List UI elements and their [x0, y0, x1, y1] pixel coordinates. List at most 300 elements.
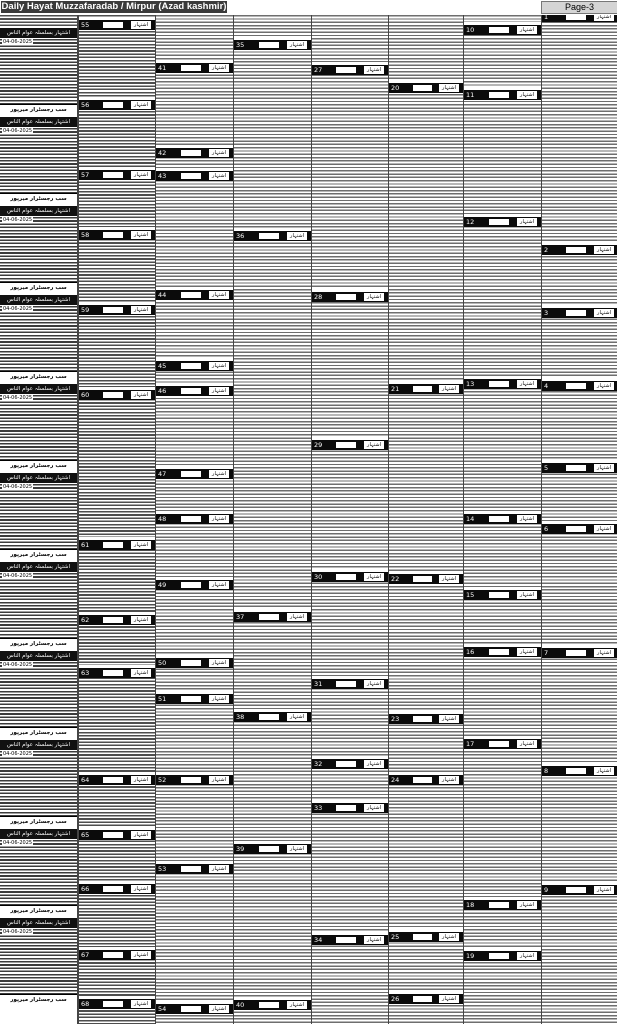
ad-title-box — [336, 761, 356, 767]
ad-label: اشتہار — [209, 695, 229, 703]
ad-header-bar — [79, 230, 155, 240]
ad-label: اشتہار — [287, 232, 307, 240]
ad-number: 35 — [236, 41, 245, 49]
ad-header-bar — [79, 305, 155, 315]
ad-header-bar — [464, 90, 541, 100]
ad-title-box — [259, 614, 279, 620]
text-lines — [389, 15, 463, 1024]
ad-number: 55 — [81, 21, 90, 29]
ad-label: اشتہار — [594, 464, 614, 472]
ad-label: اشتہار — [517, 591, 537, 599]
ad-title-box — [181, 866, 201, 872]
ad-title-box — [181, 65, 201, 71]
ad-header-bar — [156, 63, 233, 73]
ad-label: اشتہار — [131, 101, 151, 109]
ad-label: اشتہار — [209, 291, 229, 299]
ad-title-box — [489, 219, 509, 225]
ad-number: 37 — [236, 613, 245, 621]
ad-label: اشتہار — [517, 218, 537, 226]
public-notice — [0, 473, 77, 560]
ad-title-box — [103, 1001, 123, 1007]
ad-number: 57 — [81, 171, 90, 179]
ad-label: اشتہار — [439, 776, 459, 784]
ad-number: 8 — [544, 767, 549, 775]
notice-date: 04-06-2025 — [3, 751, 33, 757]
ad-header-bar — [79, 668, 155, 678]
ad-label: اشتہار — [287, 1001, 307, 1009]
ad-number: 53 — [158, 865, 167, 873]
ad-title-box — [566, 247, 586, 253]
ad-title-box — [181, 363, 201, 369]
notice-date: 04-06-2025 — [3, 929, 33, 935]
ad-title-box — [566, 15, 586, 20]
notice-signature: سب رجسٹرار میرپور — [0, 282, 77, 293]
ad-header-bar — [156, 290, 233, 300]
ad-number: 4 — [544, 382, 549, 390]
ad-number: 13 — [466, 380, 475, 388]
page-header — [0, 0, 617, 14]
ad-header-bar — [156, 694, 233, 704]
ad-label: اشتہار — [287, 41, 307, 49]
ad-title-box — [413, 934, 432, 940]
ad-title-box — [181, 660, 201, 666]
ad-title-box — [489, 649, 509, 655]
ad-header-bar — [79, 100, 155, 110]
notice-body — [0, 217, 77, 282]
ad-number: 64 — [81, 776, 90, 784]
ad-header-bar — [234, 1000, 311, 1010]
ad-number: 61 — [81, 541, 90, 549]
public-notice — [0, 740, 77, 827]
ad-header-bar — [542, 524, 617, 534]
ad-header-bar — [464, 514, 541, 524]
notice-heading: اشتہار بسلسلہ عوام الناس — [0, 384, 77, 394]
ad-label: اشتہار — [209, 362, 229, 370]
notice-body — [0, 395, 77, 460]
ad-label: اشتہار — [364, 573, 384, 581]
notice-heading: اشتہار بسلسلہ عوام الناس — [0, 829, 77, 839]
notice-heading: اشتہار بسلسلہ عوام الناس — [0, 28, 77, 38]
notice-signature: سب رجسٹرار میرپور — [0, 460, 77, 471]
ad-number: 67 — [81, 951, 90, 959]
ad-title-box — [259, 1002, 279, 1008]
ad-number: 10 — [466, 26, 475, 34]
ad-number: 46 — [158, 387, 167, 395]
notice-body — [0, 306, 77, 371]
ad-header-bar — [79, 390, 155, 400]
ad-header-bar — [464, 217, 541, 227]
ad-title-box — [103, 392, 123, 398]
ad-title-box — [566, 768, 586, 774]
notice-date: 04-06-2025 — [3, 306, 33, 312]
ad-title-box — [181, 516, 201, 522]
ad-header-bar — [156, 171, 233, 181]
ad-label: اشتہار — [364, 680, 384, 688]
ad-header-bar — [79, 884, 155, 894]
ad-header-bar — [79, 20, 155, 30]
notice-body — [0, 751, 77, 816]
public-notice — [0, 918, 77, 1005]
ad-label: اشتہار — [209, 776, 229, 784]
ad-label: اشتہار — [131, 951, 151, 959]
ad-label: اشتہار — [209, 1005, 229, 1013]
ad-number: 5 — [544, 464, 549, 472]
notice-body — [0, 39, 77, 104]
notice-body — [0, 484, 77, 549]
ad-number: 1 — [544, 15, 549, 21]
ad-number: 40 — [236, 1001, 245, 1009]
newspaper-title: Daily Hayat Muzzafaradab / Mirpur (Azad kashmir) — [1, 1, 227, 12]
notice-heading: اشتہار بسلسلہ عوام الناس — [0, 651, 77, 661]
ad-title-box — [566, 310, 586, 316]
ad-title-box — [103, 22, 123, 28]
ad-column — [155, 15, 233, 1024]
public-notice — [0, 562, 77, 649]
ad-label: اشتہار — [594, 767, 614, 775]
notices-column — [0, 15, 78, 1024]
notice-heading: اشتہار بسلسلہ عوام الناس — [0, 117, 77, 127]
ad-header-bar — [156, 469, 233, 479]
ad-label: اشتہار — [364, 760, 384, 768]
ad-header-bar — [312, 679, 388, 689]
ad-label: اشتہار — [594, 649, 614, 657]
ad-label: اشتہار — [131, 541, 151, 549]
ad-number: 17 — [466, 740, 475, 748]
ad-title-box — [566, 650, 586, 656]
ad-number: 26 — [391, 995, 400, 1003]
ad-label: اشتہار — [517, 26, 537, 34]
ad-header-bar — [464, 25, 541, 35]
public-notice — [0, 117, 77, 204]
ad-title-box — [103, 670, 123, 676]
ad-header-bar — [156, 361, 233, 371]
ad-label: اشتہار — [594, 309, 614, 317]
ad-title-box — [181, 292, 201, 298]
ad-title-box — [259, 233, 279, 239]
public-notice — [0, 28, 77, 115]
notice-intro-lines — [0, 15, 77, 27]
ad-title-box — [413, 85, 432, 91]
ad-title-box — [103, 232, 123, 238]
ad-title-box — [336, 937, 356, 943]
ad-label: اشتہار — [364, 66, 384, 74]
ad-title-box — [566, 526, 586, 532]
public-notice — [0, 206, 77, 293]
notice-body — [0, 662, 77, 727]
notice-date: 04-06-2025 — [3, 39, 33, 45]
ad-title-box — [489, 381, 509, 387]
ad-label: اشتہار — [131, 885, 151, 893]
ad-title-box — [336, 681, 356, 687]
ad-label: اشتہار — [439, 995, 459, 1003]
ad-header-bar — [389, 775, 463, 785]
ad-header-bar — [312, 935, 388, 945]
ad-header-bar — [312, 440, 388, 450]
ad-title-box — [259, 42, 279, 48]
ad-label: اشتہار — [287, 713, 307, 721]
ad-label: اشتہار — [594, 525, 614, 533]
notice-body — [0, 929, 77, 994]
ad-title-box — [566, 465, 586, 471]
ad-number: 18 — [466, 901, 475, 909]
text-lines — [312, 15, 388, 1024]
ad-label: اشتہار — [209, 172, 229, 180]
ad-header-bar — [542, 648, 617, 658]
ad-label: اشتہار — [209, 149, 229, 157]
ad-label: اشتہار — [131, 171, 151, 179]
ad-number: 27 — [314, 66, 323, 74]
ad-title-box — [413, 386, 432, 392]
ad-label: اشتہار — [594, 382, 614, 390]
ad-number: 45 — [158, 362, 167, 370]
ad-header-bar — [542, 463, 617, 473]
notice-body — [0, 840, 77, 905]
ad-header-bar — [79, 999, 155, 1009]
ad-header-bar — [464, 647, 541, 657]
notice-date: 04-06-2025 — [3, 128, 33, 134]
ad-label: اشتہار — [364, 936, 384, 944]
ad-title-box — [259, 714, 279, 720]
ad-header-bar — [464, 951, 541, 961]
ad-header-bar — [79, 615, 155, 625]
ad-label: اشتہار — [439, 575, 459, 583]
ad-header-bar — [234, 844, 311, 854]
ad-title-box — [181, 777, 201, 783]
ad-label: اشتہار — [209, 581, 229, 589]
ad-label: اشتہار — [517, 648, 537, 656]
ad-number: 11 — [466, 91, 475, 99]
ad-number: 43 — [158, 172, 167, 180]
ad-title-box — [489, 953, 509, 959]
ad-label: اشتہار — [131, 776, 151, 784]
notice-signature: سب رجسٹرار میرپور — [0, 994, 77, 1005]
ad-number: 49 — [158, 581, 167, 589]
notice-heading: اشتہار بسلسلہ عوام الناس — [0, 295, 77, 305]
ad-number: 9 — [544, 886, 549, 894]
ad-label: اشتہار — [131, 391, 151, 399]
ad-number: 52 — [158, 776, 167, 784]
ad-title-box — [566, 887, 586, 893]
notice-date: 04-06-2025 — [3, 840, 33, 846]
ad-number: 63 — [81, 669, 90, 677]
ad-title-box — [489, 92, 509, 98]
ad-label: اشتہار — [131, 831, 151, 839]
ad-title-box — [566, 383, 586, 389]
ad-number: 56 — [81, 101, 90, 109]
ad-header-bar — [234, 40, 311, 50]
ad-label: اشتہار — [439, 933, 459, 941]
ad-header-bar — [389, 574, 463, 584]
ad-column — [311, 15, 388, 1024]
ad-header-bar — [234, 612, 311, 622]
ad-header-bar — [464, 739, 541, 749]
ad-number: 30 — [314, 573, 323, 581]
ad-column — [78, 15, 155, 1024]
notice-signature: سب رجسٹرار میرپور — [0, 816, 77, 827]
ad-header-bar — [542, 245, 617, 255]
ad-header-bar — [389, 384, 463, 394]
ad-label: اشتہار — [517, 91, 537, 99]
ad-number: 31 — [314, 680, 323, 688]
ad-title-box — [489, 741, 509, 747]
ad-header-bar — [79, 830, 155, 840]
ad-number: 41 — [158, 64, 167, 72]
notice-date: 04-06-2025 — [3, 484, 33, 490]
text-lines — [542, 15, 617, 1024]
ad-label: اشتہار — [594, 246, 614, 254]
ad-number: 59 — [81, 306, 90, 314]
ad-title-box — [103, 617, 123, 623]
ad-number: 66 — [81, 885, 90, 893]
ad-label: اشتہار — [209, 659, 229, 667]
ad-number: 47 — [158, 470, 167, 478]
ad-number: 39 — [236, 845, 245, 853]
ad-header-bar — [464, 379, 541, 389]
ad-number: 54 — [158, 1005, 167, 1013]
notice-signature: سب رجسٹرار میرپور — [0, 549, 77, 560]
ad-number: 36 — [236, 232, 245, 240]
ad-number: 65 — [81, 831, 90, 839]
notice-signature: سب رجسٹرار میرپور — [0, 193, 77, 204]
ad-title-box — [103, 777, 123, 783]
page-number: Page-3 — [541, 1, 617, 14]
ad-number: 3 — [544, 309, 549, 317]
ad-title-box — [489, 516, 509, 522]
notice-heading: اشتہار بسلسلہ عوام الناس — [0, 740, 77, 750]
ad-number: 60 — [81, 391, 90, 399]
ad-title-box — [181, 388, 201, 394]
ad-title-box — [336, 67, 356, 73]
ad-header-bar — [464, 590, 541, 600]
ad-label: اشتہار — [209, 64, 229, 72]
ad-label: اشتہار — [131, 231, 151, 239]
ad-label: اشتہار — [131, 306, 151, 314]
ad-column — [233, 15, 311, 1024]
ad-title-box — [413, 777, 432, 783]
notice-body — [0, 573, 77, 638]
ad-header-bar — [79, 950, 155, 960]
ad-number: 51 — [158, 695, 167, 703]
ad-label: اشتہار — [594, 886, 614, 894]
ad-title-box — [181, 696, 201, 702]
ad-header-bar — [156, 775, 233, 785]
ad-title-box — [336, 805, 356, 811]
ad-number: 23 — [391, 715, 400, 723]
ad-label: اشتہار — [594, 15, 614, 21]
ad-title-box — [181, 471, 201, 477]
ad-number: 32 — [314, 760, 323, 768]
ad-title-box — [336, 294, 356, 300]
ad-title-box — [103, 832, 123, 838]
ad-title-box — [489, 592, 509, 598]
ad-number: 38 — [236, 713, 245, 721]
ad-header-bar — [156, 580, 233, 590]
notice-signature: سب رجسٹرار میرپور — [0, 727, 77, 738]
ad-title-box — [489, 902, 509, 908]
ad-number: 6 — [544, 525, 549, 533]
ad-header-bar — [542, 308, 617, 318]
notice-body — [0, 128, 77, 193]
ad-title-box — [259, 846, 279, 852]
ad-header-bar — [389, 83, 463, 93]
ad-number: 44 — [158, 291, 167, 299]
ad-header-bar — [542, 15, 617, 22]
ad-number: 48 — [158, 515, 167, 523]
ad-header-bar — [234, 712, 311, 722]
ad-header-bar — [79, 775, 155, 785]
ad-number: 15 — [466, 591, 475, 599]
ad-number: 7 — [544, 649, 549, 657]
ad-number: 24 — [391, 776, 400, 784]
ad-title-box — [103, 886, 123, 892]
ad-header-bar — [79, 540, 155, 550]
public-notice — [0, 829, 77, 916]
ad-label: اشتہار — [131, 21, 151, 29]
ad-header-bar — [542, 885, 617, 895]
ad-header-bar — [234, 231, 311, 241]
ad-header-bar — [312, 803, 388, 813]
ad-title-box — [103, 102, 123, 108]
ad-label: اشتہار — [131, 616, 151, 624]
ad-title-box — [413, 996, 432, 1002]
ad-label: اشتہار — [439, 715, 459, 723]
ad-header-bar — [464, 900, 541, 910]
ad-header-bar — [156, 658, 233, 668]
ad-header-bar — [156, 148, 233, 158]
ad-label: اشتہار — [517, 515, 537, 523]
ad-number: 21 — [391, 385, 400, 393]
ad-label: اشتہار — [364, 804, 384, 812]
ad-label: اشتہار — [209, 387, 229, 395]
ad-label: اشتہار — [517, 901, 537, 909]
ad-number: 58 — [81, 231, 90, 239]
ad-header-bar — [156, 1004, 233, 1014]
ad-label: اشتہار — [517, 740, 537, 748]
notice-signature: سب رجسٹرار میرپور — [0, 371, 77, 382]
text-lines — [234, 15, 311, 1024]
ad-label: اشتہار — [209, 515, 229, 523]
ad-number: 14 — [466, 515, 475, 523]
ad-number: 19 — [466, 952, 475, 960]
ad-label: اشتہار — [209, 865, 229, 873]
ad-header-bar — [156, 864, 233, 874]
ad-title-box — [103, 172, 123, 178]
notice-heading: اشتہار بسلسلہ عوام الناس — [0, 473, 77, 483]
ad-number: 29 — [314, 441, 323, 449]
notice-heading: اشتہار بسلسلہ عوام الناس — [0, 918, 77, 928]
ad-number: 34 — [314, 936, 323, 944]
ad-number: 20 — [391, 84, 400, 92]
ad-label: اشتہار — [287, 613, 307, 621]
ad-number: 28 — [314, 293, 323, 301]
ad-header-bar — [312, 65, 388, 75]
ad-header-bar — [312, 759, 388, 769]
ad-column — [463, 15, 541, 1024]
ad-label: اشتہار — [131, 1000, 151, 1008]
ad-label: اشتہار — [364, 441, 384, 449]
ad-header-bar — [312, 572, 388, 582]
ad-title-box — [181, 150, 201, 156]
ad-label: اشتہار — [517, 952, 537, 960]
ad-header-bar — [542, 766, 617, 776]
ad-column — [541, 15, 617, 1024]
ad-header-bar — [389, 714, 463, 724]
notice-signature: سب رجسٹرار میرپور — [0, 638, 77, 649]
ad-title-box — [103, 307, 123, 313]
ad-header-bar — [542, 381, 617, 391]
notice-signature: سب رجسٹرار میرپور — [0, 104, 77, 115]
ad-number: 25 — [391, 933, 400, 941]
